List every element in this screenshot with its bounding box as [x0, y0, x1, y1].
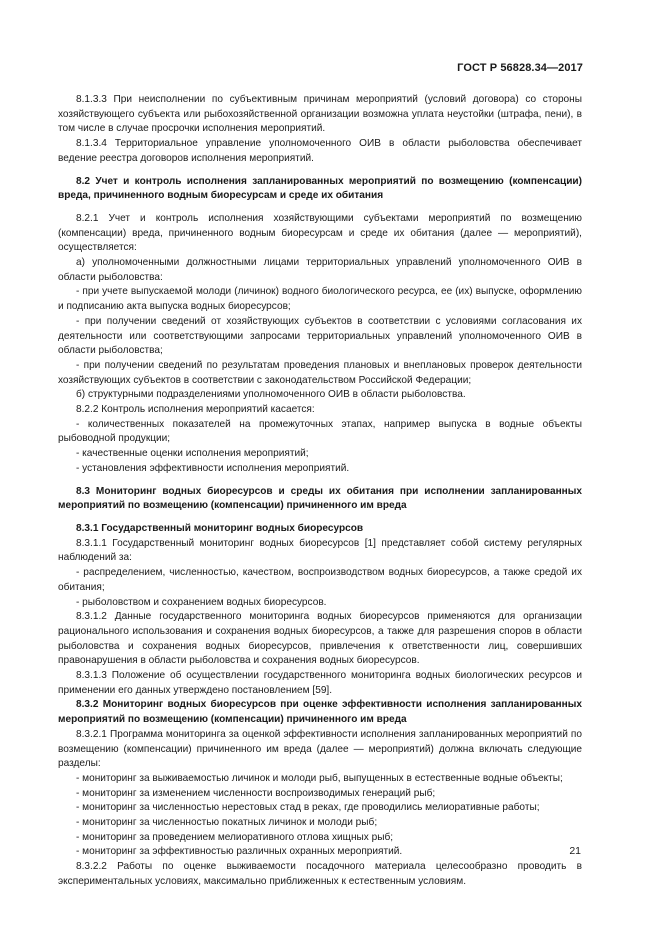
list-item: - мониторинг за численностью нерестовых стад в реках, где проводились мелиоративные работы;	[76, 802, 540, 814]
section-heading-8-3-1: 8.3.1 Государственный мониторинг водных биоресурсов	[76, 522, 364, 534]
list-item: - установления эффективности исполнения мероприятий.	[76, 462, 350, 474]
section-heading-8-2: 8.2 Учет и контроль исполнения запланированных мероприятий по возмещению (компенсации) вреда, причиненного водным биоресурсам и среде их обитания	[58, 175, 582, 202]
list-item: - мониторинг за проведением мелиоративного отлова хищных рыб;	[76, 831, 394, 843]
list-item: - качественные оценки исполнения мероприятий;	[76, 448, 309, 460]
paragraph-8-3-1-1: 8.3.1.1 Государственный мониторинг водных биоресурсов [1] представляет собой систему регулярных наблюдений за:	[58, 537, 582, 564]
list-item-a: а) уполномоченными должностными лицами территориальных управлений уполномоченного ОИВ в области рыболовства:	[58, 257, 582, 283]
list-item: - мониторинг за изменением численности воспроизводимых генераций рыб;	[76, 787, 436, 799]
list-item: - при учете выпускаемой молоди (личинок) водного биологического ресурса, ее (их) выпуске, оформлению и подписанию акта выпуска водных биоресурсов;	[58, 286, 582, 313]
paragraph-8-2-2: 8.2.2 Контроль исполнения мероприятий касается:	[76, 404, 315, 416]
list-item: - при получении сведений от хозяйствующих субъектов в соответствии с условиями согласования их деятельности или соответствующими запросами территориальных управлений уполномоченного ОИВ в области рыболовства;	[58, 315, 582, 357]
page-number: 21	[569, 845, 581, 857]
section-heading-8-3-2: 8.3.2 Мониторинг водных биоресурсов при оценке эффективности исполнения запланированных мероприятий по возмещению (компенсации) причиненного им вреда	[58, 699, 582, 726]
paragraph-8-3-2-1: 8.3.2.1 Программа мониторинга за оценкой эффективности исполнения запланированных мероприятий по возмещению (компенсации) причиненного им вреда (далее — мероприятий) должна включать следующие разделы:	[58, 728, 582, 770]
paragraph-8-1-3-4: 8.1.3.4 Территориальное управление уполномоченного ОИВ в области рыболовства обеспечивает ведение реестра договоров исполнения мероприятий.	[58, 138, 582, 164]
paragraph-8-1-3-3: 8.1.3.3 При неисполнении по субъективным причинам мероприятий (условий договора) со стороны хозяйствующего субъекта или рыбохозяйственной организации возможна уплата неустойки (штрафа, пени), в том числе в случае просрочки исполнения мероприятий.	[58, 94, 582, 135]
list-item: - рыболовством и сохранением водных биоресурсов.	[76, 596, 327, 608]
section-heading-8-3: 8.3 Мониторинг водных биоресурсов и среды их обитания при исполнении запланированных мероприятий по возмещению (компенсации) причиненного им вреда	[58, 485, 582, 512]
list-item: - количественных показателей на промежуточных этапах, например выпуска в водные объекты рыбоводной продукции;	[58, 418, 582, 445]
paragraph-8-2-1: 8.2.1 Учет и контроль исполнения хозяйствующими субъектами мероприятий по возмещению (компенсации) вреда, причиненного водным биоресурсам и среде их обитания (далее — мероприятий), осуществляется:	[58, 212, 582, 254]
paragraph-8-3-2-2: 8.3.2.2 Работы по оценке выживаемости посадочного материала целесообразно проводить в экспериментальных условиях, максимально приближенных к естественным условиям.	[58, 861, 582, 887]
list-item: - мониторинг за выживаемостью личинок и молоди рыб, выпущенных в естественные водные объекты;	[76, 772, 563, 784]
list-item: - мониторинг за численностью покатных личинок и молоди рыб;	[76, 817, 378, 829]
list-item-b: б) структурными подразделениями уполномоченного ОИВ в области рыболовства.	[76, 389, 466, 401]
list-item: - распределением, численностью, качеством, воспроизводством водных биоресурсов, а также средой их обитания;	[58, 567, 582, 593]
paragraph-8-3-1-3: 8.3.1.3 Положение об осуществлении государственного мониторинга водных биологических ресурсов и применении его данных утверждено постановлением [59].	[58, 670, 582, 696]
document-body	[58, 93, 582, 890]
paragraph-8-3-1-2: 8.3.1.2 Данные государственного мониторинга водных биоресурсов применяются для организации рационального использования и сохранения водных биоресурсов, а также для разрешения споров в области рыболовства и сохранения водных биоресурсов, привлечения к ответственности лиц, совершивших правонарушения в области рыболовства и сохранения водных биоресурсов.	[58, 611, 582, 667]
list-item: - при получении сведений по результатам проведения плановых и внеплановых проверок деятельности хозяйствующих субъектов в соответствии с законодательством Российской Федерации;	[58, 359, 582, 386]
document-header: ГОСТ Р 56828.34—2017	[457, 62, 583, 74]
list-item: - мониторинг за эффективностью различных охранных мероприятий.	[76, 846, 403, 858]
